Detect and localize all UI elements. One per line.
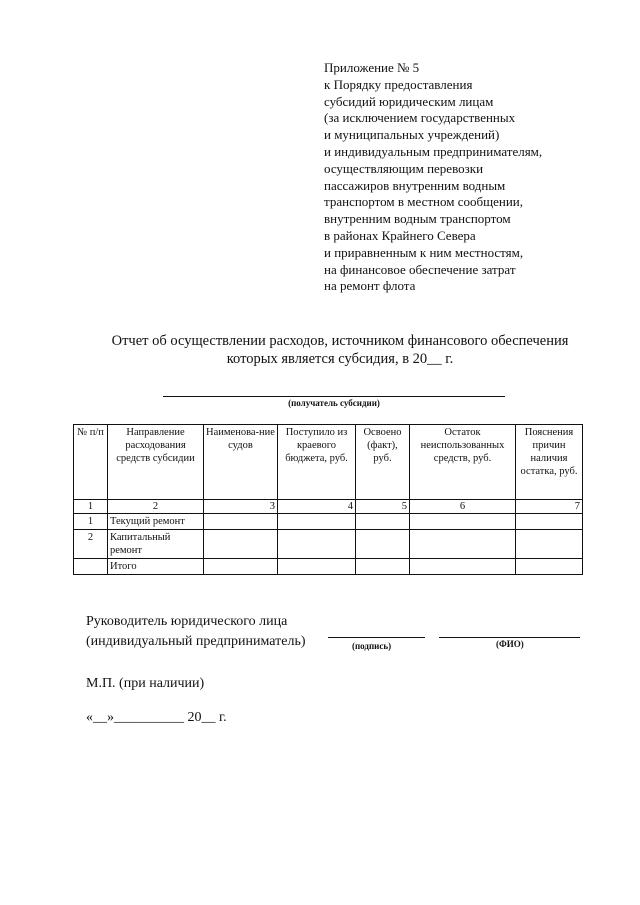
table-header-cell: Направление расходования средств субсидии	[108, 425, 204, 500]
fio-caption: (ФИО)	[496, 639, 524, 649]
appendix-line: субсидий юридическим лицам	[324, 93, 494, 109]
appendix-line: (за исключением государственных	[324, 110, 516, 126]
empty-cell	[278, 514, 356, 530]
manager-line2: (индивидуальный предприниматель)	[86, 634, 306, 649]
table-header-cell: Остаток неиспользованных средств, руб.	[410, 425, 516, 500]
table-header-cell: Наименова-ние судов	[204, 425, 278, 500]
recipient-line	[163, 396, 505, 397]
column-number: 5	[356, 500, 410, 514]
row-direction: Текущий ремонт	[108, 514, 204, 530]
empty-cell	[204, 559, 278, 575]
column-number: 4	[278, 500, 356, 514]
empty-cell	[516, 514, 583, 530]
signature-line	[328, 637, 425, 638]
report-title-line1: Отчет об осуществлении расходов, источником финансового обеспечения	[111, 333, 569, 349]
empty-cell	[516, 530, 583, 559]
appendix-line: осуществляющим перевозки	[324, 160, 484, 176]
row-number: 2	[74, 530, 108, 559]
table-header-row	[74, 425, 583, 500]
appendix-line: к Порядку предоставления	[324, 76, 473, 92]
column-number: 3	[204, 500, 278, 514]
table-header-cell: Поступило из краевого бюджета, руб.	[278, 425, 356, 500]
column-number: 7	[516, 500, 583, 514]
empty-cell	[204, 514, 278, 530]
appendix-block	[324, 60, 542, 295]
manager-line1: Руководитель юридического лица	[86, 614, 288, 629]
table-row	[74, 559, 583, 575]
column-number: 6	[410, 500, 516, 514]
signature-caption: (подпись)	[352, 641, 392, 651]
table-row	[74, 514, 583, 530]
appendix-line: Приложение № 5	[324, 60, 420, 75]
appendix-line: транспортом в местном сообщении,	[324, 194, 523, 210]
appendix-line: и индивидуальным предпринимателям,	[324, 143, 543, 159]
date-text: «__»__________ 20__ г.	[86, 710, 227, 725]
row-number: 1	[74, 514, 108, 530]
fio-line	[439, 637, 580, 638]
report-title	[60, 333, 620, 368]
table-column-numbers-row	[74, 500, 583, 514]
appendix-line: и муниципальных учреждений)	[324, 127, 500, 143]
row-direction: Капитальный ремонт	[108, 530, 204, 559]
table-header-cell: № п/п	[74, 425, 108, 500]
empty-cell	[356, 530, 410, 559]
empty-cell	[278, 559, 356, 575]
appendix-line: внутренним водным транспортом	[324, 211, 511, 227]
empty-cell	[356, 514, 410, 530]
manager-block	[86, 612, 306, 652]
recipient-caption: (получатель субсидии)	[288, 398, 380, 408]
empty-cell	[516, 559, 583, 575]
column-number: 1	[74, 500, 108, 514]
empty-cell	[356, 559, 410, 575]
appendix-line: на ремонт флота	[324, 278, 416, 294]
table-row	[74, 530, 583, 559]
appendix-line: в районах Крайнего Севера	[324, 227, 476, 243]
empty-cell	[204, 530, 278, 559]
appendix-line: пассажиров внутренним водным	[324, 177, 506, 193]
empty-cell	[410, 514, 516, 530]
report-table	[73, 424, 583, 575]
empty-cell	[410, 530, 516, 559]
table-header-cell: Пояснения причин наличия остатка, руб.	[516, 425, 583, 500]
appendix-line: и приравненным к ним местностям,	[324, 244, 524, 260]
row-direction: Итого	[108, 559, 204, 575]
column-number: 2	[108, 500, 204, 514]
appendix-line: на финансовое обеспечение затрат	[324, 261, 516, 277]
empty-cell	[278, 530, 356, 559]
empty-cell	[410, 559, 516, 575]
table-header-cell: Освоено (факт), руб.	[356, 425, 410, 500]
stamp-text: М.П. (при наличии)	[86, 676, 205, 691]
report-title-line2: которых является субсидия, в 20__ г.	[226, 350, 454, 367]
row-number	[74, 559, 108, 575]
